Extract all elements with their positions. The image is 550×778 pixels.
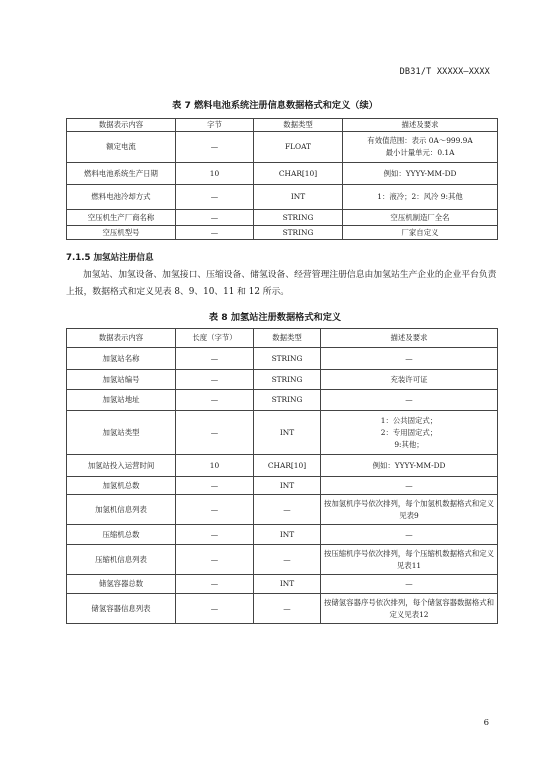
table-8-caption: 表 8 加氢站注册数据格式和定义 — [208, 312, 342, 323]
table-header-row — [67, 119, 498, 132]
table-row — [67, 477, 498, 495]
table-7 — [66, 118, 498, 240]
table-cell: CHAR[10] — [254, 455, 321, 477]
table-cell: — — [176, 525, 254, 545]
table-cell: 加氢站投入运营时间 — [67, 455, 176, 477]
table-cell: — — [176, 477, 254, 495]
table-header-row — [67, 329, 498, 348]
table-cell: — — [176, 370, 254, 390]
table-cell: — — [176, 411, 254, 455]
table-cell: — — [321, 390, 498, 411]
table-cell: 储氢容器信息列表 — [67, 594, 176, 624]
column-header: 长度（字节） — [176, 329, 254, 348]
table-row — [67, 370, 498, 390]
table-cell: STRING — [254, 370, 321, 390]
table-cell: — — [176, 185, 254, 210]
table-cell: FLOAT — [254, 132, 343, 163]
table-cell: 空压机制造厂全名 — [343, 210, 498, 226]
column-header: 数据表示内容 — [67, 119, 176, 132]
table-cell: 1：液冷；2：风冷 9:其他 — [343, 185, 498, 210]
column-header: 数据类型 — [254, 119, 343, 132]
table-cell: 按加氢机序号依次排列，每个加氢机数据格式和定义见表9 — [321, 495, 498, 525]
table-cell: 储氢容器总数 — [67, 575, 176, 594]
table-cell: 有效值范围：表示 0A～999.9A 最小计量单元：0.1A — [343, 132, 498, 163]
table-cell: — — [176, 545, 254, 575]
table-row — [67, 411, 498, 455]
table-row — [67, 525, 498, 545]
table-cell: — — [254, 594, 321, 624]
table-row — [67, 163, 498, 185]
column-header: 数据表示内容 — [67, 329, 176, 348]
table-cell: 加氢机总数 — [67, 477, 176, 495]
table-row — [67, 495, 498, 525]
table-cell: — — [176, 575, 254, 594]
section-paragraph: 加氢站、加氢设备、加氢接口、压缩设备、储氢设备、经营管理注册信息由加氢站生产企业的企业平台负责上报，数据格式和定义见表 8、9、10、11 和 12 所示。 — [66, 270, 497, 297]
table-cell: — — [321, 348, 498, 370]
column-header: 字节 — [176, 119, 254, 132]
table-row — [67, 545, 498, 575]
table-cell: STRING — [254, 210, 343, 226]
table-cell: STRING — [254, 348, 321, 370]
table-cell: 厂家自定义 — [343, 226, 498, 240]
table-cell: 10 — [176, 455, 254, 477]
table-cell: — — [176, 594, 254, 624]
table-cell: 充装许可证 — [321, 370, 498, 390]
table-row — [67, 348, 498, 370]
table-cell: 燃料电池冷却方式 — [67, 185, 176, 210]
table-row — [67, 132, 498, 163]
table-cell: 例如：YYYY-MM-DD — [321, 455, 498, 477]
table-row — [67, 226, 498, 240]
table-cell: 空压机生产厂商名称 — [67, 210, 176, 226]
table-cell: — — [176, 210, 254, 226]
table-row — [67, 455, 498, 477]
table-row — [67, 594, 498, 624]
document-code: DB31/T XXXXX—XXXX — [399, 67, 490, 77]
table-row — [67, 575, 498, 594]
table-cell: 压缩机总数 — [67, 525, 176, 545]
table-cell: 加氢站类型 — [67, 411, 176, 455]
table-cell: 压缩机信息列表 — [67, 545, 176, 575]
table-cell: 加氢站地址 — [67, 390, 176, 411]
table-cell: 燃料电池系统生产日期 — [67, 163, 176, 185]
table-cell: — — [176, 390, 254, 411]
table-cell: STRING — [254, 226, 343, 240]
table-8 — [66, 328, 498, 624]
table-cell: INT — [254, 575, 321, 594]
table-cell: 加氢站编号 — [67, 370, 176, 390]
table-cell: — — [176, 495, 254, 525]
table-cell: — — [254, 495, 321, 525]
page-number: 6 — [483, 718, 489, 728]
table-cell: INT — [254, 411, 321, 455]
table-cell: 按储氢容器序号依次排列，每个储氢容器数据格式和定义见表12 — [321, 594, 498, 624]
table-row — [67, 210, 498, 226]
table-cell: 加氢站名称 — [67, 348, 176, 370]
table-cell: — — [176, 348, 254, 370]
table-cell: 按压缩机序号依次排列，每个压缩机数据格式和定义见表11 — [321, 545, 498, 575]
table-cell: — — [254, 545, 321, 575]
table-cell: 空压机型号 — [67, 226, 176, 240]
column-header: 描述及要求 — [343, 119, 498, 132]
table-cell: — — [176, 132, 254, 163]
table-cell: 例如：YYYY-MM-DD — [343, 163, 498, 185]
table-cell: 10 — [176, 163, 254, 185]
table-cell: 额定电流 — [67, 132, 176, 163]
table-cell: — — [321, 575, 498, 594]
table-cell: STRING — [254, 390, 321, 411]
table-cell: 加氢机信息列表 — [67, 495, 176, 525]
table-cell: INT — [254, 525, 321, 545]
table-cell: — — [321, 477, 498, 495]
section-heading: 7.1.5 加氢站注册信息 — [66, 253, 154, 263]
table-cell: INT — [254, 185, 343, 210]
table-row — [67, 185, 498, 210]
column-header: 描述及要求 — [321, 329, 498, 348]
table-cell: CHAR[10] — [254, 163, 343, 185]
table-cell: — — [321, 525, 498, 545]
table-cell: INT — [254, 477, 321, 495]
table-7-caption: 表 7 燃料电池系统注册信息数据格式和定义（续） — [172, 100, 378, 111]
column-header: 数据类型 — [254, 329, 321, 348]
table-cell: — — [176, 226, 254, 240]
table-row — [67, 390, 498, 411]
table-cell: 1：公共固定式； 2：专用固定式； 9:其他； — [321, 411, 498, 455]
